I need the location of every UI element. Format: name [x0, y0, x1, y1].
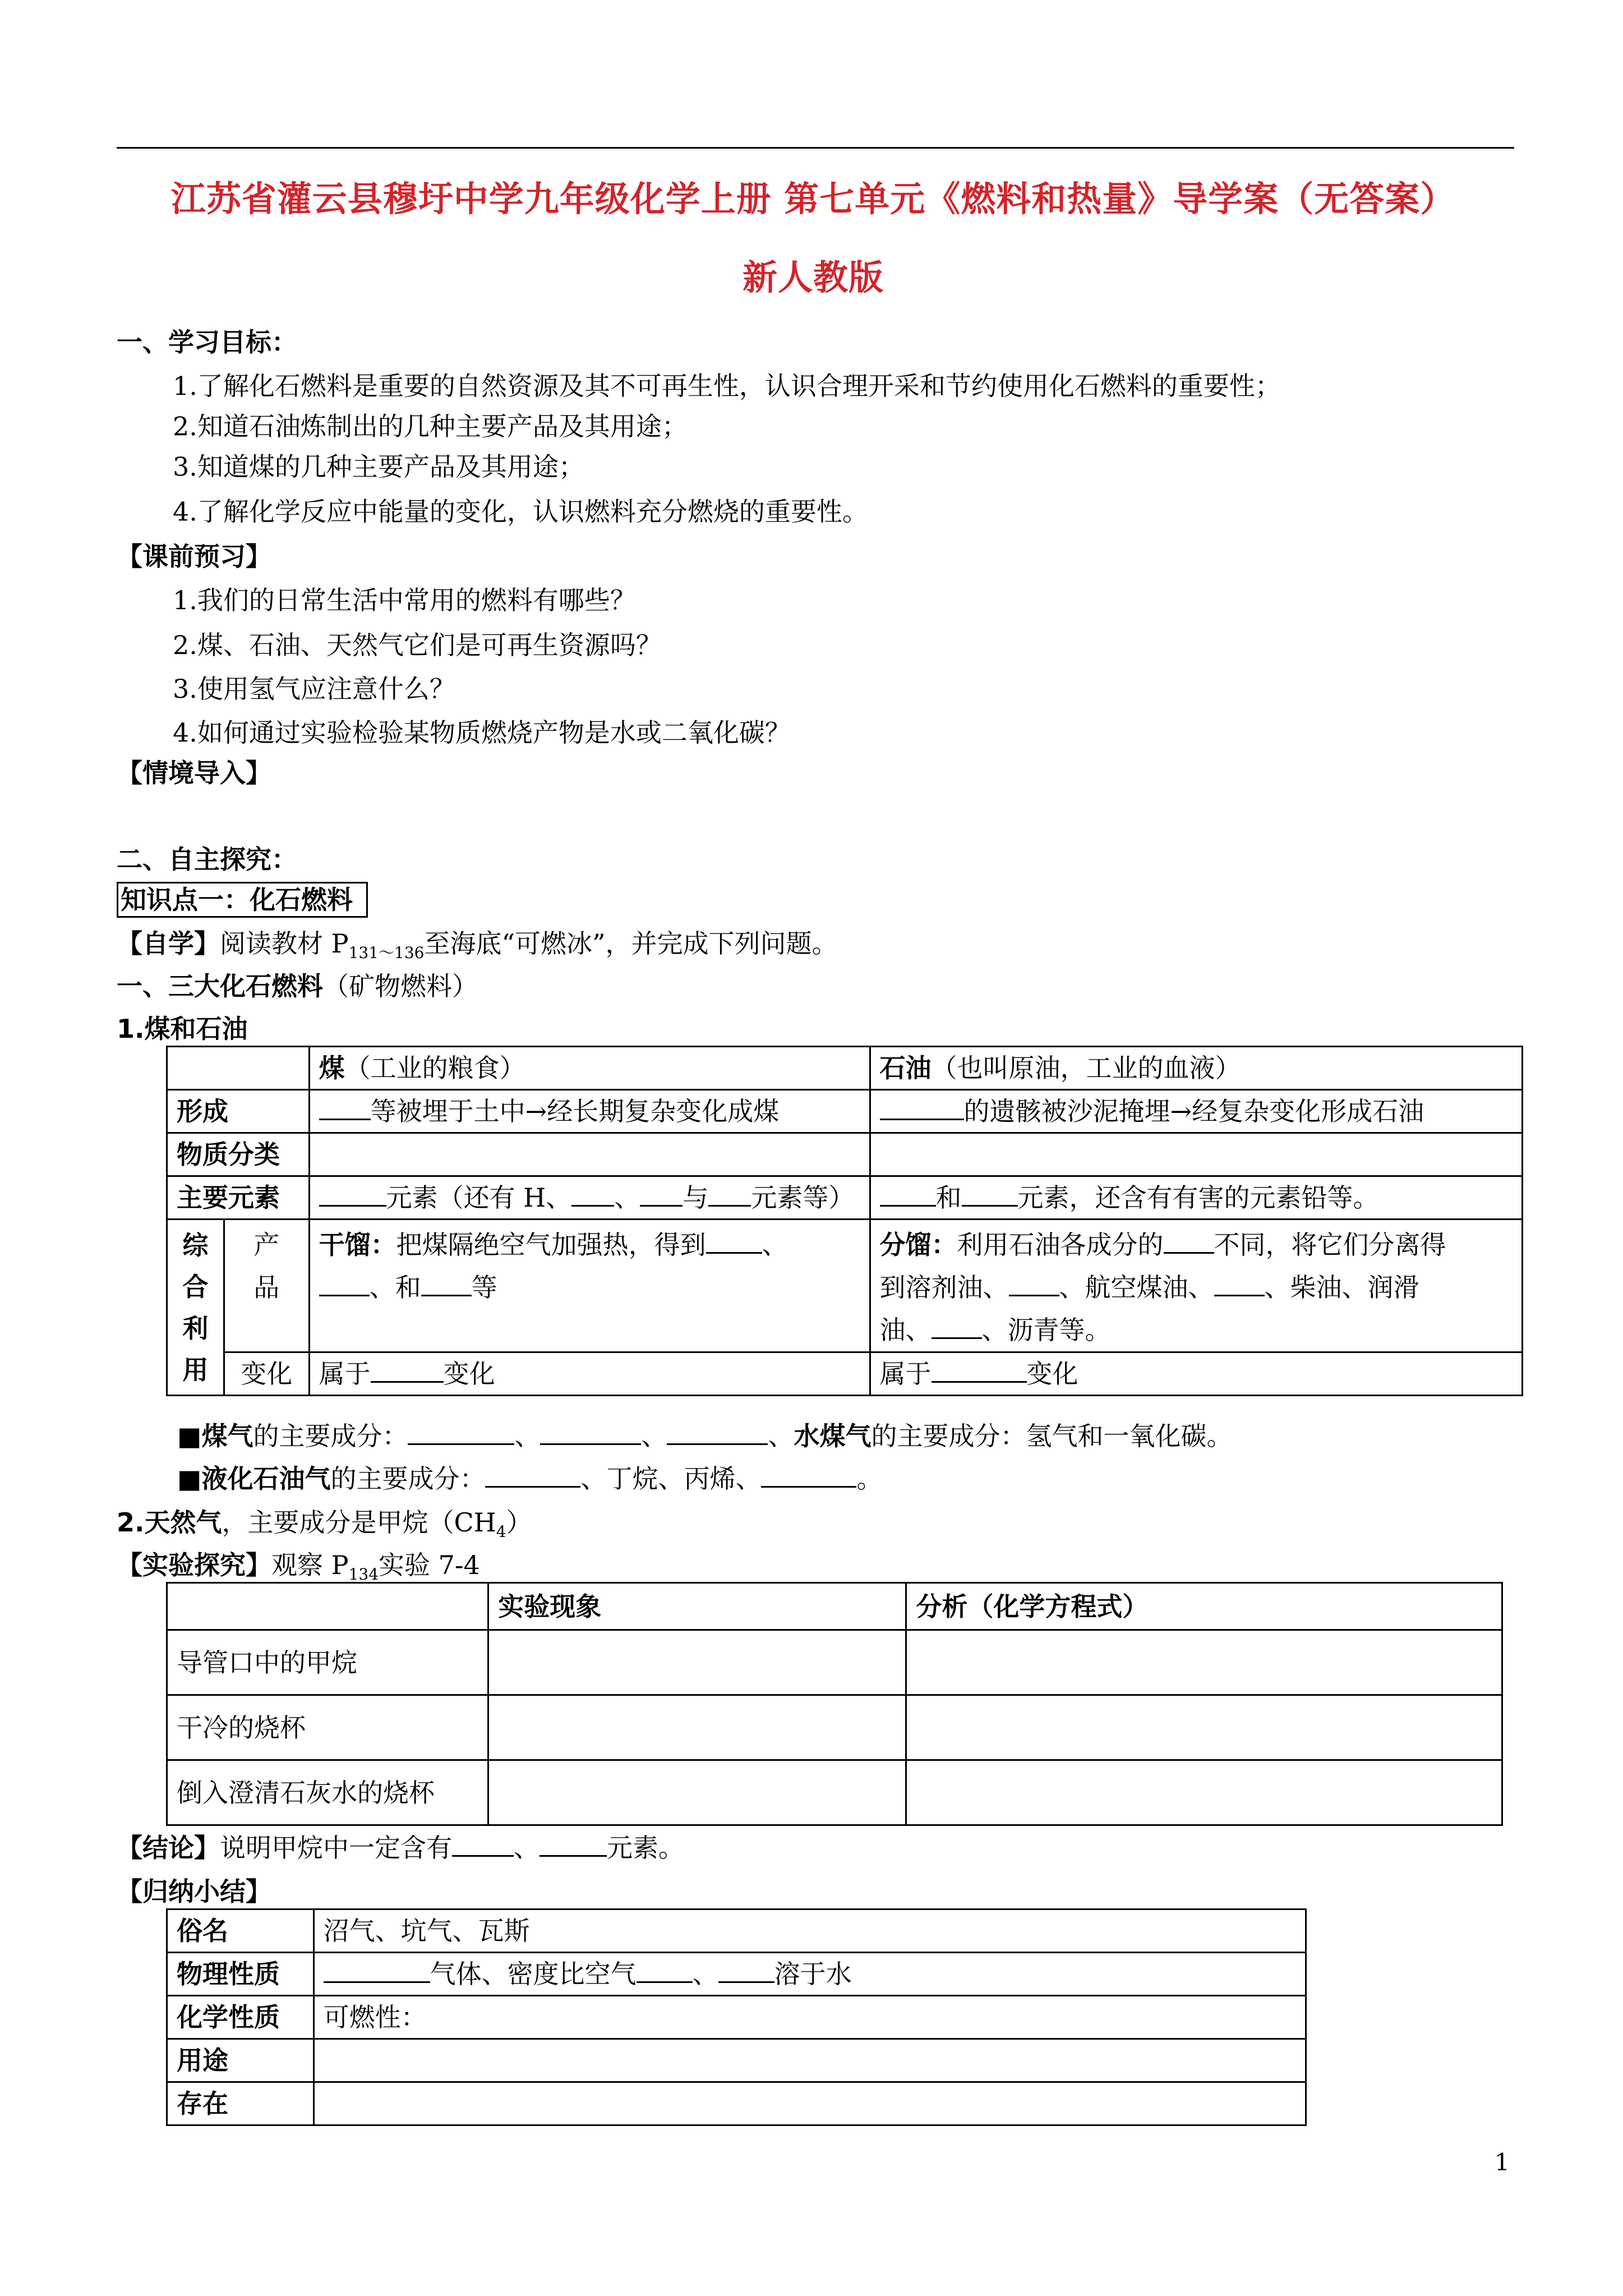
- table-row: [167, 1090, 1523, 1133]
- row-label: 主要元素: [167, 1176, 310, 1220]
- bullet-icon: ■: [177, 1464, 202, 1494]
- row-label: 物理性质: [167, 1953, 314, 1996]
- table-row: [167, 2082, 1306, 2125]
- answer-cell[interactable]: [488, 1630, 906, 1695]
- product-label: 产 品: [224, 1220, 309, 1352]
- fill-blank[interactable]: [880, 1182, 936, 1207]
- row-label: 导管口中的甲烷: [167, 1630, 488, 1695]
- table-row: [167, 1695, 1502, 1760]
- table-header-row: [167, 1583, 1502, 1630]
- fill-blank[interactable]: [1214, 1272, 1265, 1296]
- answer-cell[interactable]: [906, 1630, 1502, 1695]
- table-row: [167, 1630, 1502, 1695]
- page-number: 1: [1495, 2148, 1510, 2176]
- preview-item: 4.如何通过实验检验某物质燃烧产物是水或二氧化碳？: [173, 717, 791, 748]
- summary-heading: 【归纳小结】: [117, 1876, 271, 1907]
- fill-blank[interactable]: [319, 1272, 370, 1296]
- preview-heading: 【课前预习】: [117, 541, 271, 572]
- conclusion-line: 【结论】说明甲烷中一定含有 、 元素。: [117, 1833, 684, 1863]
- row-label: 用途: [167, 2039, 314, 2082]
- row-label: 俗名: [167, 1910, 314, 1953]
- fill-blank[interactable]: [962, 1182, 1018, 1207]
- fill-blank[interactable]: [319, 1182, 386, 1207]
- coal-formation: 等被埋于土中→经长期复杂变化成煤: [309, 1090, 870, 1133]
- fossil-fuels-note: （矿物燃料）: [323, 971, 478, 1001]
- fill-blank[interactable]: [540, 1833, 607, 1857]
- self-study-label: 【自学】: [117, 928, 220, 959]
- bullet-icon: ■: [177, 1421, 202, 1451]
- table-row: [167, 1760, 1502, 1825]
- coal-gas-line: ■煤气的主要成分： 、 、 、水煤气的主要成分：氢气和一氧化碳。: [177, 1421, 1233, 1451]
- coal-header: 煤（工业的粮食）: [309, 1047, 870, 1090]
- col-header: 分析（化学方程式）: [906, 1583, 1502, 1630]
- fill-blank[interactable]: [880, 1096, 964, 1120]
- oil-products: 分馏：利用石油各成分的 不同，将它们分离得 到溶剂油、 、航空煤油、 、柴油、润滑 油、 、沥青等。: [870, 1220, 1522, 1352]
- preview-item: 2.煤、石油、天然气它们是可再生资源吗？: [173, 630, 662, 660]
- coal-change: 属于 变化: [309, 1352, 870, 1396]
- oil-change: 属于 变化: [870, 1352, 1522, 1396]
- table-row: [167, 1996, 1306, 2039]
- oil-formation: 的遗骸被沙泥掩埋→经复杂变化形成石油: [870, 1090, 1522, 1133]
- fill-blank[interactable]: [761, 1464, 856, 1488]
- row-value[interactable]: 可燃性：: [313, 1996, 1306, 2039]
- fill-blank[interactable]: [667, 1421, 768, 1445]
- oil-header: 石油（也叫原油，工业的血液）: [870, 1047, 1522, 1090]
- fill-blank[interactable]: [324, 1959, 430, 1983]
- answer-cell[interactable]: [309, 1133, 870, 1176]
- row-label: 倒入澄清石灰水的烧杯: [167, 1760, 488, 1825]
- summary-table: [166, 1908, 1307, 2126]
- fill-blank[interactable]: [452, 1833, 514, 1857]
- knowledge-point-box: [117, 883, 368, 917]
- fill-blank[interactable]: [932, 1359, 1027, 1383]
- table-row: [167, 1352, 1523, 1396]
- self-study-text: 至海底“可燃冰”，并完成下列问题。: [424, 928, 838, 959]
- row-value: 沼气、坑气、瓦斯: [313, 1910, 1306, 1953]
- fill-blank[interactable]: [371, 1359, 444, 1383]
- answer-cell[interactable]: [870, 1133, 1522, 1176]
- row-label: 化学性质: [167, 1996, 314, 2039]
- table-row: [167, 1910, 1306, 1953]
- row-label: 存在: [167, 2082, 314, 2125]
- fill-blank[interactable]: [706, 1230, 762, 1254]
- preview-item: 1.我们的日常生活中常用的燃料有哪些？: [173, 585, 636, 615]
- answer-cell[interactable]: [313, 2039, 1306, 2082]
- document-title: 江苏省灌云县穆圩中学九年级化学上册 第七单元《燃料和热量》导学案（无答案）: [170, 178, 1456, 219]
- col-header: 实验现象: [488, 1583, 906, 1630]
- objective-item: 1.了解化石燃料是重要的自然资源及其不可再生性，认识合理开采和节约使用化石燃料的重要性；: [173, 371, 1281, 401]
- coal-elements: 元素（还有 H、 、 与 元素等）: [309, 1176, 870, 1220]
- fill-blank[interactable]: [421, 1272, 472, 1296]
- natural-gas-line: 2.天然气，主要成分是甲烷$(CH_4)$: [117, 1507, 532, 1542]
- scene-heading: 【情境导入】: [117, 758, 271, 788]
- document-subtitle: 新人教版: [742, 257, 884, 298]
- objective-item: 4.了解化学反应中能量的变化，认识燃料充分燃烧的重要性。: [173, 496, 868, 527]
- coal-oil-table: [166, 1046, 1523, 1396]
- row-label: 形成: [167, 1090, 310, 1133]
- row-label: 变化: [224, 1352, 309, 1396]
- row-label: 物质分类: [167, 1133, 310, 1176]
- row-label: 干冷的烧杯: [167, 1695, 488, 1760]
- section1-heading: 一、学习目标：: [117, 327, 297, 357]
- table-row: [167, 2039, 1306, 2082]
- table-row: [167, 1220, 1523, 1352]
- fill-blank[interactable]: [932, 1315, 982, 1339]
- experiment-table: [166, 1582, 1503, 1826]
- answer-cell[interactable]: [488, 1695, 906, 1760]
- fill-blank[interactable]: [408, 1421, 514, 1445]
- fill-blank[interactable]: [718, 1959, 774, 1983]
- self-study-line: [117, 927, 838, 970]
- fill-blank[interactable]: [637, 1959, 693, 1983]
- coal-products: 干馏：把煤隔绝空气加强热，得到 、 、和 等: [309, 1220, 870, 1352]
- header-rule: [117, 147, 1514, 149]
- fill-blank[interactable]: [1009, 1272, 1059, 1296]
- experiment-line: 【实验探究】观察 $P_{134}$实验 7-4: [117, 1550, 480, 1584]
- fill-blank[interactable]: [540, 1421, 641, 1445]
- fill-blank[interactable]: [485, 1464, 580, 1488]
- fill-blank[interactable]: [640, 1182, 683, 1207]
- table-row: [167, 1176, 1523, 1220]
- page-range: 131～136: [348, 944, 425, 963]
- preview-item: 3.使用氢气应注意什么？: [173, 674, 455, 704]
- comprehensive-use-label: 综 合 利 用: [167, 1220, 224, 1396]
- table-row: [167, 1953, 1306, 1996]
- self-study-text: 阅读教材 P: [220, 928, 349, 959]
- fill-blank[interactable]: [571, 1182, 614, 1207]
- objective-item: 2.知道石油炼制出的几种主要产品及其用途；: [173, 411, 688, 441]
- lpg-line: ■液化石油气的主要成分： 、丁烷、丙烯、 。: [177, 1464, 883, 1494]
- fill-blank[interactable]: [708, 1182, 751, 1207]
- section2-heading: 二、自主探究：: [117, 844, 297, 875]
- answer-cell[interactable]: [906, 1695, 1502, 1760]
- table-row: [167, 1133, 1523, 1176]
- fill-blank[interactable]: [1164, 1230, 1214, 1254]
- answer-cell[interactable]: [488, 1760, 906, 1825]
- objective-item: 3.知道煤的几种主要产品及其用途；: [173, 452, 584, 482]
- knowledge-point-label: 知识点一：化石燃料: [117, 882, 368, 918]
- coal-oil-heading: 1.煤和石油: [117, 1014, 248, 1044]
- fossil-fuels-title: 一、三大化石燃料: [117, 971, 323, 1001]
- oil-elements: 和 元素，还含有有害的元素铅等。: [870, 1176, 1522, 1220]
- answer-cell[interactable]: [906, 1760, 1502, 1825]
- answer-cell[interactable]: [313, 2082, 1306, 2125]
- table-header-row: [167, 1047, 1523, 1090]
- fossil-fuels-heading: [117, 969, 478, 1003]
- fill-blank[interactable]: [319, 1096, 371, 1120]
- row-value: 气体、密度比空气 、 溶于水: [313, 1953, 1306, 1996]
